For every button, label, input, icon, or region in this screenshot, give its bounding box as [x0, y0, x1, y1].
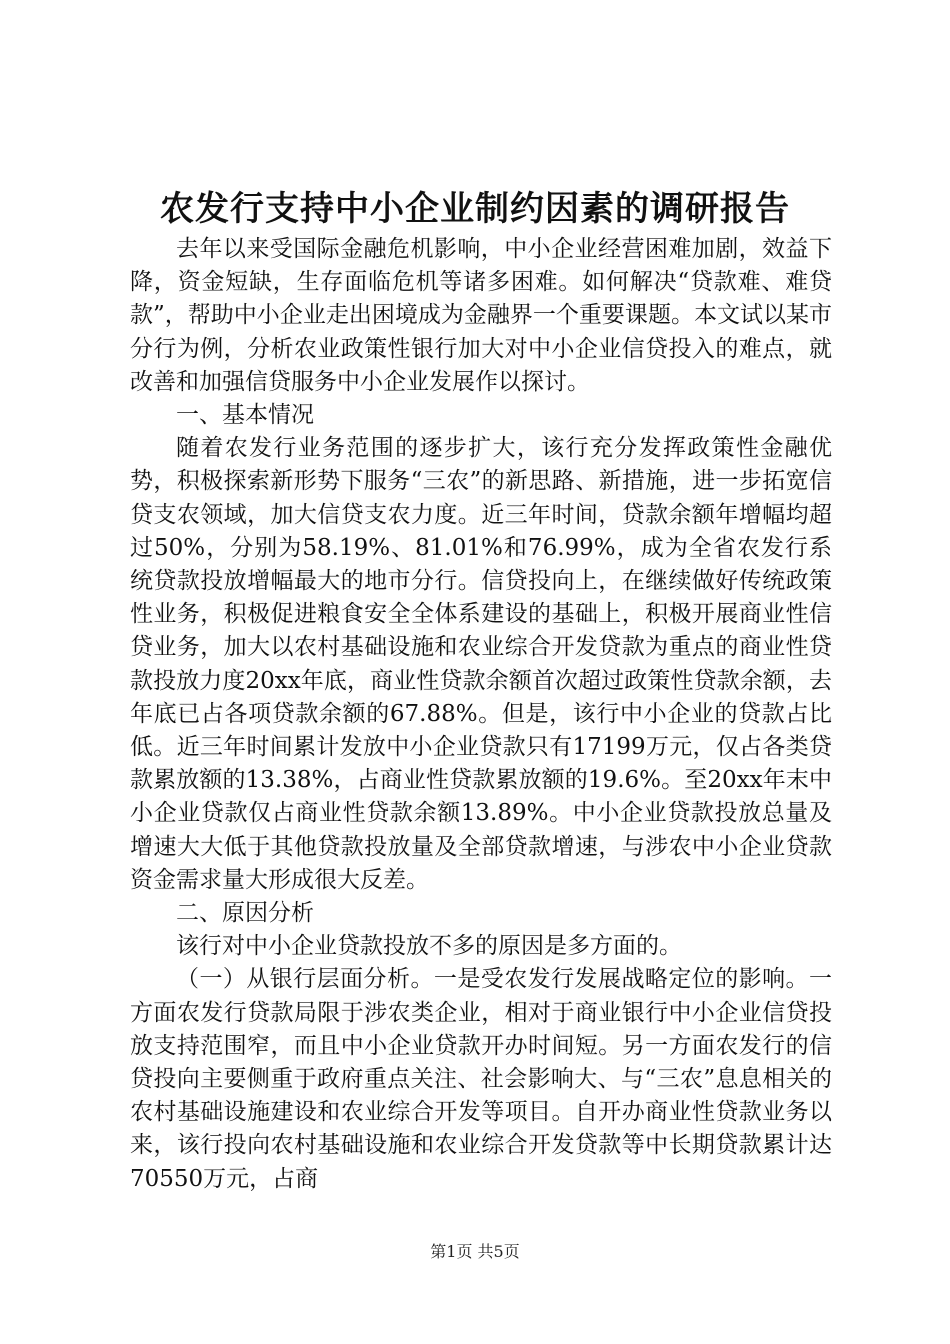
- basic-situation-paragraph: 随着农发行业务范围的逐步扩大，该行充分发挥政策性金融优势，积极探索新形势下服务“三农”的新思路、新措施，进一步拓宽信贷支农领域，加大信贷支农力度。近三年时间，贷款余额年增幅均超过50%，分别为58.19%、81.01%和76.99%，成为全省农发行系统贷款投放增幅最大的地市分行。信贷投向上，在继续做好传统政策性业务，积极促进粮食安全全体系建设的基础上，积极开展商业性信贷业务，加大以农村基础设施和农业综合开发贷款为重点的商业性贷款投放力度20xx年底，商业性贷款余额首次超过政策性贷款余额，去年底已占各项贷款余额的67.88%。但是，该行中小企业的贷款占比低。近三年时间累计发放中小企业贷款只有17199万元，仅占各类贷款累放额的13.38%，占商业性贷款累放额的19.6%。至20xx年末中小企业贷款仅占商业性贷款余额13.89%。中小企业贷款投放总量及增速大大低于其他贷款投放量及全部贷款增速，与涉农中小企业贷款资金需求量大形成很大反差。: [130, 435, 832, 893]
- intro-paragraph: 去年以来受国际金融危机影响，中小企业经营困难加剧，效益下降，资金短缺，生存面临危机等诸多困难。如何解决“贷款难、难贷款”，帮助中小企业走出困境成为金融界一个重要课题。本文试以某市分行为例，分析农业政策性银行加大对中小企业信贷投入的难点，就改善和加强信贷服务中小企业发展作以探讨。: [130, 236, 832, 395]
- cause-analysis-intro-paragraph: 该行对中小企业贷款投放不多的原因是多方面的。: [176, 933, 682, 960]
- page-footer: 第1页 共5页: [430, 1242, 520, 1261]
- document-title: 农发行支持中小企业制约因素的调研报告: [160, 189, 790, 229]
- document-body: [130, 233, 832, 1196]
- bank-level-analysis-paragraph: （一）从银行层面分析。一是受农发行发展战略定位的影响。一方面农发行贷款局限于涉农类企业，相对于商业银行中小企业信贷投放支持范围窄，而且中小企业贷款开办时间短。另一方面农发行的信贷投向主要侧重于政府重点关注、社会影响大、与“三农”息息相关的农村基础设施建设和农业综合开发等项目。自开办商业性贷款业务以来，该行投向农村基础设施和农业综合开发贷款等中长期贷款累计达70550万元，占商: [130, 966, 832, 1192]
- section-heading-cause-analysis: 二、原因分析: [176, 900, 314, 927]
- section-heading-basic-situation: 一、基本情况: [176, 402, 314, 429]
